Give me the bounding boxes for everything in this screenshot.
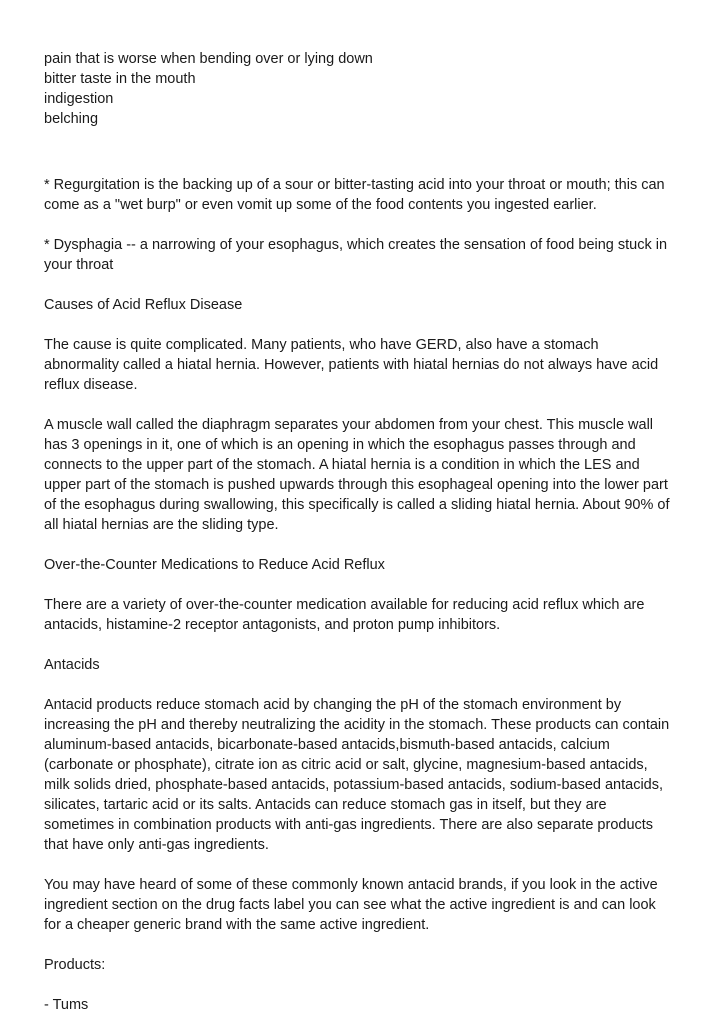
paragraph-line: You may have heard of some of these commonly known antacid brands, if you look in the active xyxy=(44,877,658,893)
paragraph-line: of the esophagus during swallowing, this specifically is called a sliding hiatal hernia. About 90% of xyxy=(44,497,670,513)
symptom-item: pain that is worse when bending over or lying down xyxy=(44,51,373,67)
paragraph-line: come as a "wet burp" or even vomit up some of the food contents you ingested earlier. xyxy=(44,197,597,213)
paragraph-line: silicates, tartaric acid or its salts. Antacids can reduce stomach gas in itself, but they are xyxy=(44,797,607,813)
antacids-heading: Antacids xyxy=(44,657,100,673)
product-item: - Tums xyxy=(44,997,89,1013)
paragraph-line: aluminum-based antacids, bicarbonate-based antacids,bismuth-based antacids, calcium xyxy=(44,737,610,753)
paragraph-line: milk solids dried, phosphate-based antacids, potassium-based antacids, sodium-based antacids, xyxy=(44,777,664,793)
document-page xyxy=(44,0,694,1015)
causes-paragraph xyxy=(44,335,694,395)
paragraph-line: abnormality called a hiatal hernia. However, patients with hiatal hernias do not always have acid xyxy=(44,357,659,373)
paragraph-line: your throat xyxy=(44,257,114,273)
paragraph-line: * Dysphagia -- a narrowing of your esophagus, which creates the sensation of food being stuck in xyxy=(44,237,668,253)
paragraph-line: There are a variety of over-the-counter medication available for reducing acid reflux which are xyxy=(44,597,645,613)
paragraph-line: sometimes in combination products with anti-gas ingredients. There are also separate products xyxy=(44,817,654,833)
otc-paragraph xyxy=(44,595,694,635)
dysphagia-paragraph xyxy=(44,235,694,275)
paragraph-line: all hiatal hernias are the sliding type. xyxy=(44,517,279,533)
paragraph-line: for a cheaper generic brand with the same active ingredient. xyxy=(44,917,430,933)
paragraph-line: * Regurgitation is the backing up of a sour or bitter-tasting acid into your throat or mouth; this can xyxy=(44,177,665,193)
paragraph-line: upper part of the stomach is pushed upwards through this esophageal opening into the lower part xyxy=(44,477,668,493)
symptom-list xyxy=(44,49,694,129)
paragraph-line: has 3 openings in it, one of which is an opening in which the esophagus passes through and xyxy=(44,437,636,453)
regurgitation-paragraph xyxy=(44,175,694,215)
symptom-item: bitter taste in the mouth xyxy=(44,71,196,87)
paragraph-line: ingredient section on the drug facts label you can see what the active ingredient is and can look xyxy=(44,897,656,913)
causes-heading: Causes of Acid Reflux Disease xyxy=(44,297,243,313)
paragraph-line: reflux disease. xyxy=(44,377,138,393)
paragraph-line: connects to the upper part of the stomach. A hiatal hernia is a condition in which the LES and xyxy=(44,457,640,473)
paragraph-line: antacids, histamine-2 receptor antagonists, and proton pump inhibitors. xyxy=(44,617,501,633)
antacids-paragraph xyxy=(44,695,694,855)
paragraph-line: A muscle wall called the diaphragm separates your abdomen from your chest. This muscle wall xyxy=(44,417,654,433)
paragraph-line: increasing the pH and thereby neutralizing the acidity in the stomach. These products can contain xyxy=(44,717,670,733)
diaphragm-paragraph xyxy=(44,415,694,535)
paragraph-line: (carbonate or phosphate), citrate ion as citric acid or salt, glycine, magnesium-based antacids, xyxy=(44,757,648,773)
symptom-item: belching xyxy=(44,111,99,127)
products-heading: Products: xyxy=(44,957,106,973)
brands-paragraph xyxy=(44,875,694,935)
symptom-item: indigestion xyxy=(44,91,114,107)
otc-heading: Over-the-Counter Medications to Reduce Acid Reflux xyxy=(44,557,385,573)
paragraph-line: that have only anti-gas ingredients. xyxy=(44,837,269,853)
paragraph-line: The cause is quite complicated. Many patients, who have GERD, also have a stomach xyxy=(44,337,599,353)
paragraph-line: Antacid products reduce stomach acid by changing the pH of the stomach environment by xyxy=(44,697,622,713)
